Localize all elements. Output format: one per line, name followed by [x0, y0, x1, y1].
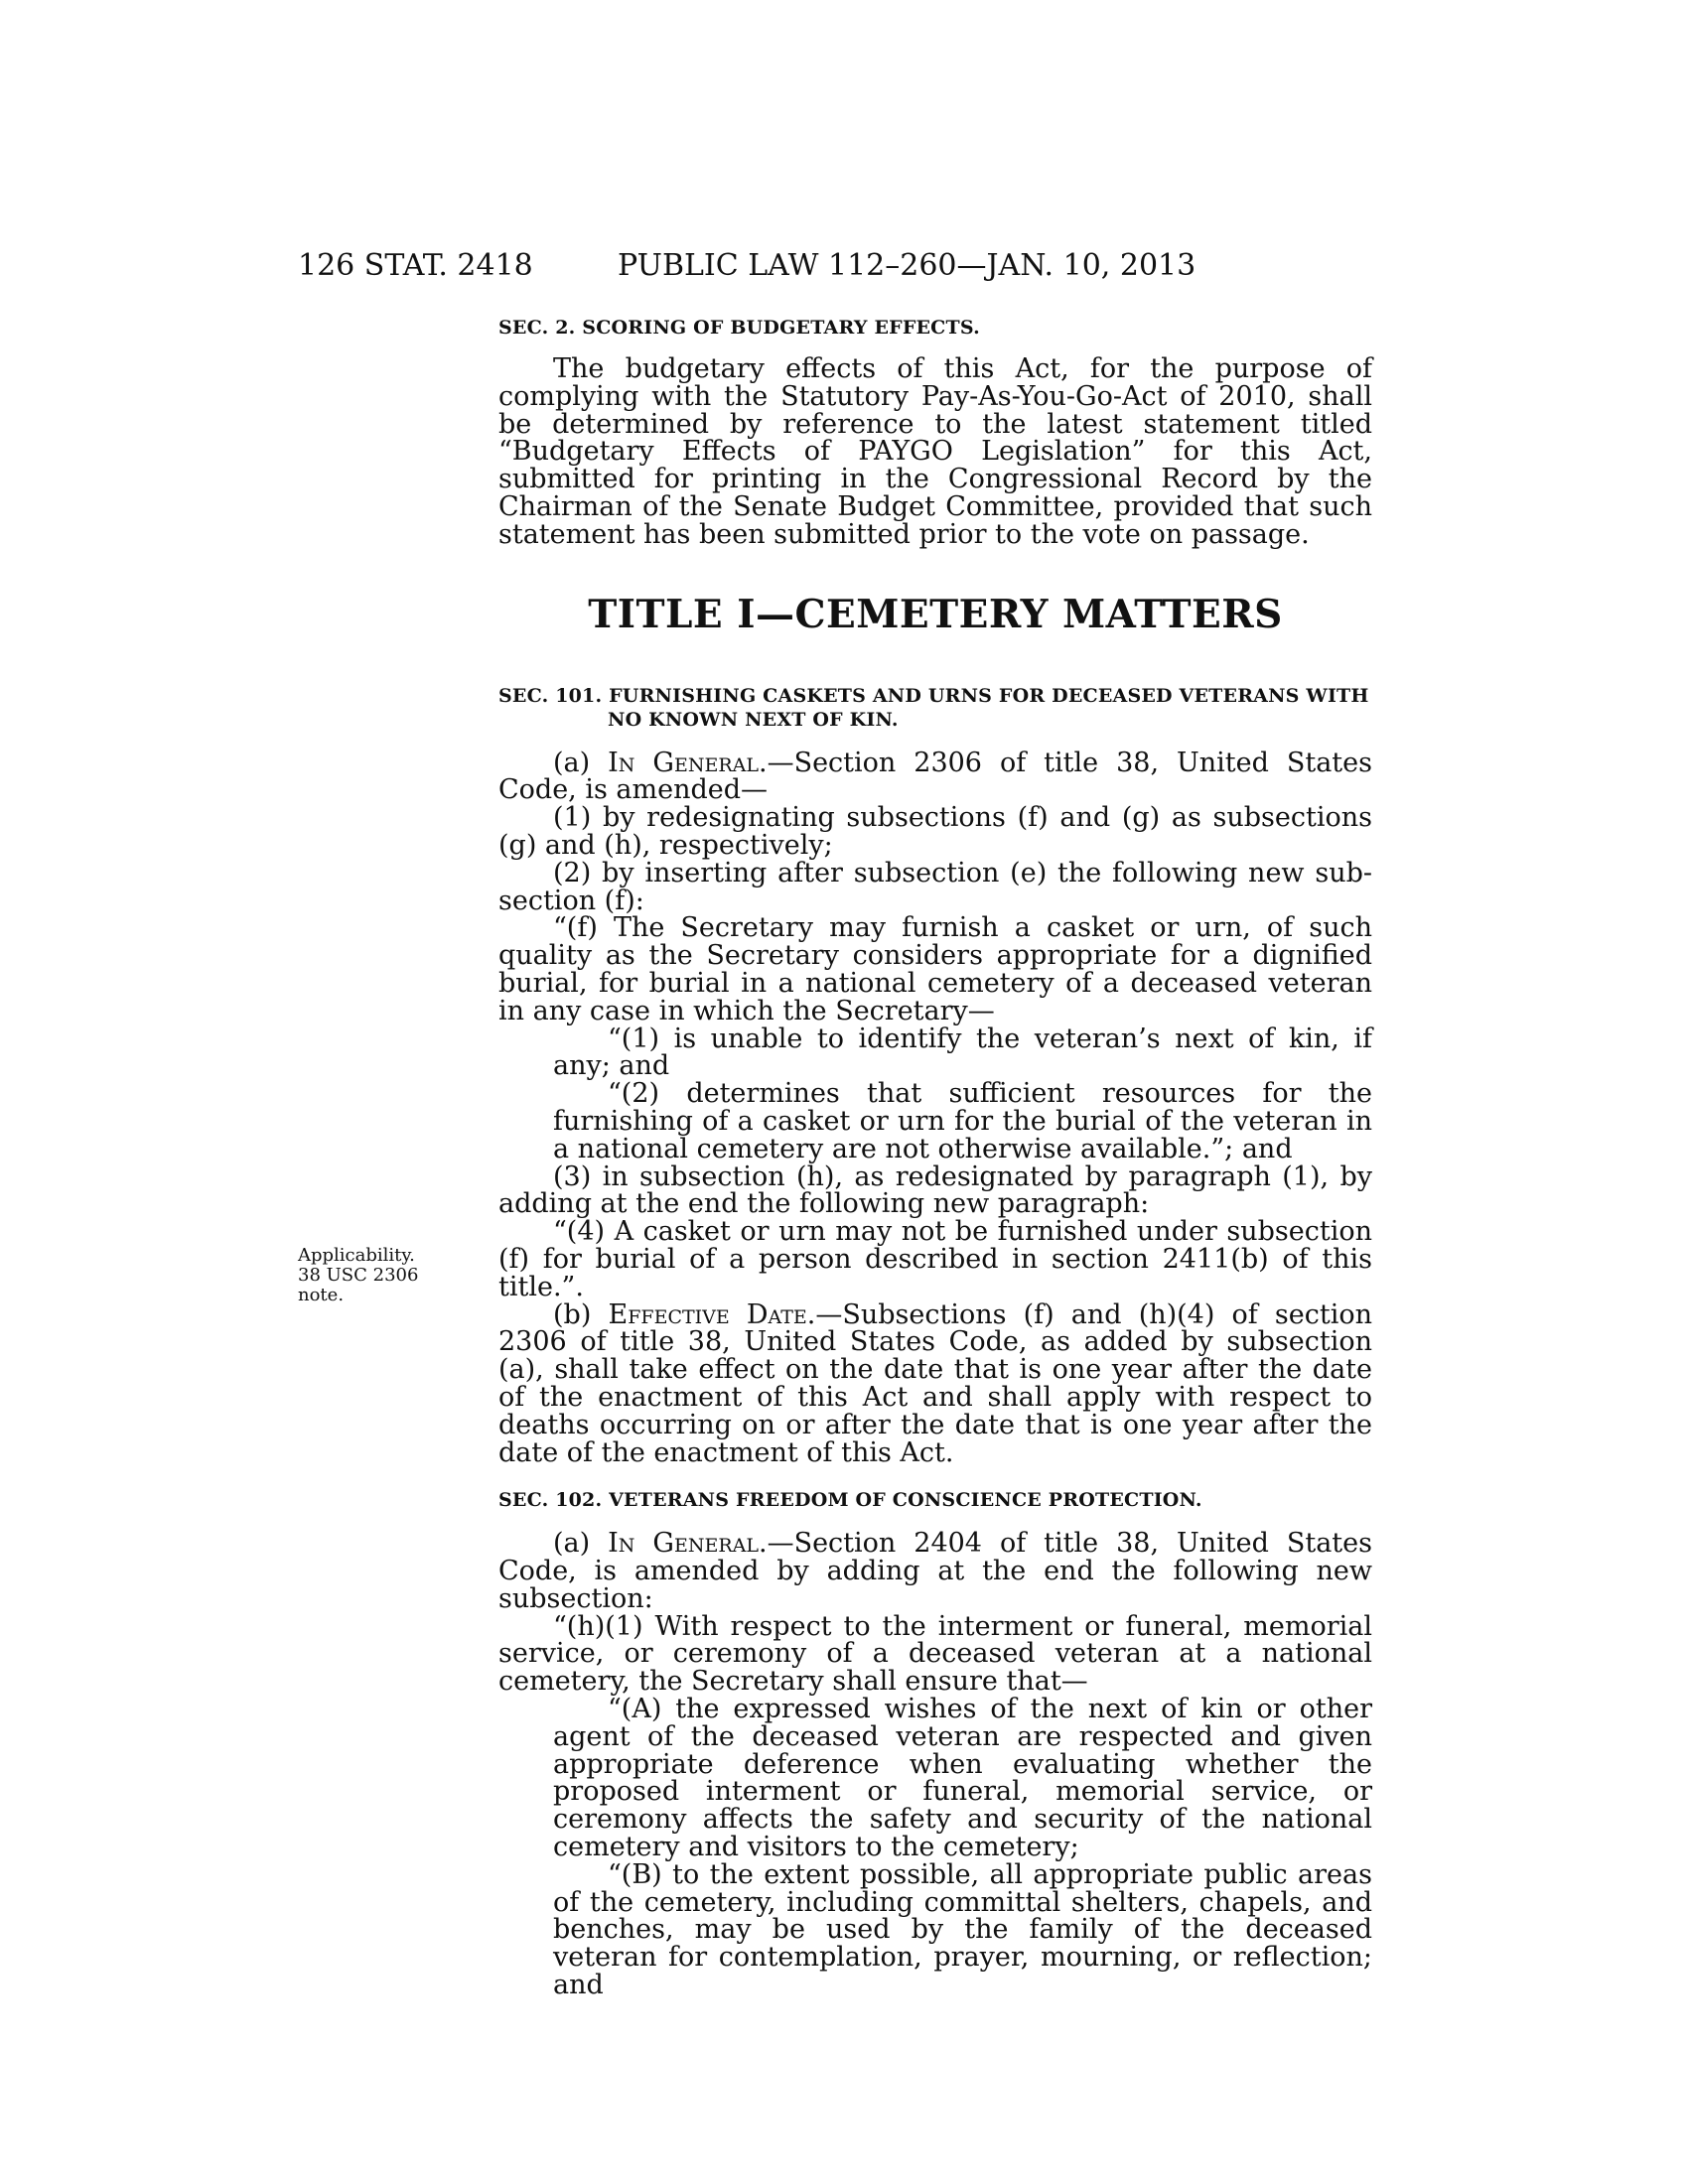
section-101-subsection-b: [498, 1298, 1372, 1468]
subsection-label: (a): [553, 747, 609, 778]
section-2-heading: SEC. 2. SCORING OF BUDGETARY EFFECTS.: [498, 317, 980, 339]
quoted-paragraph-4-text: “(4) A casket or urn may not be furnished under subsection (f) for burial of a person described in section 2411(b) of this title.”.: [498, 1216, 1372, 1302]
subsection-caption: In General: [608, 1528, 759, 1560]
subsection-text: .—Section 2404 of title 38, United States Code, is amended by adding at the end the following new subsection:: [498, 1528, 1372, 1614]
margin-note: [298, 1246, 427, 1305]
stat-page-number: 126 STAT. 2418: [298, 248, 533, 283]
quoted-clause-A: “(A) the expressed wishes of the next of kin or other agent of the deceased veteran are respected and given appropriate deference when evaluating whether the proposed interment or funeral, memorial service, or ceremony affects the safety and security of the national cemetery and visitors to the cemetery;: [553, 1694, 1372, 1863]
paragraph-2-text: (2) by inserting after subsection (e) the following new subsection (f):: [498, 857, 1372, 916]
title-heading: TITLE I—CEMETERY MATTERS: [588, 591, 1283, 637]
quoted-paragraph-4: [444, 1218, 1372, 1300]
quoted-clause-B: “(B) to the extent possible, all appropriate public areas of the cemetery, including committal shelters, chapels, and benches, may be used by the family of the deceased veteran for contemplation, prayer, mourning, or reflection; and: [553, 1858, 1372, 2001]
section-2-paragraph: The budgetary effects of this Act, for the purpose of complying with the Statutory Pay-As-You-Go-Act of 2010, shall be determined by reference to the latest statement titled “Budgetary Effects of PAYGO Legislation” for this Act, submitted for printing in the Congressional Record by the Chairman of the Senate Budget Committee, provided that such statement has been submitted prior to the vote on passage.: [498, 353, 1372, 550]
quoted-subsection-h1: “(h)(1) With respect to the interment or funeral, memorial service, or ceremony of a deceased veteran at a national cemetery, the Secretary shall ensure that—: [498, 1610, 1372, 1698]
quoted-f-clause-2: “(2) determines that sufficient resources for the furnishing of a casket or urn for the burial of the veteran in a national cemetery are not otherwise available.”; and: [553, 1078, 1372, 1164]
margin-note-line: note.: [298, 1285, 345, 1305]
paragraph-3-text: (3) in subsection (h), as redesignated by paragraph (1), by adding at the end the following new paragraph:: [498, 1160, 1372, 1220]
margin-note-line: Applicability.: [298, 1245, 415, 1266]
quoted-f-clause-1: “(1) is unable to identify the veteran’s next of kin, if any; and: [553, 1023, 1372, 1082]
paragraph-3: [444, 1160, 1372, 1220]
subsection-label: (a): [553, 1528, 609, 1560]
paragraph-1-text: (1) by redesignating subsections (f) and (g) as subsections (g) and (h), respectively;: [498, 802, 1372, 861]
quoted-subsection-f: “(f) The Secretary may furnish a casket or urn, of such quality as the Secretary considers appropriate for a dignified burial, for burial in a national cemetery of a deceased veteran in any case in which the Secretary—: [498, 912, 1372, 1026]
subsection-caption: In General: [608, 747, 759, 778]
subsection-text: .—Subsections (f) and (h)(4) of section 2306 of title 38, United States Code, as added by subsection (a), shall take effect on the date that is one year after the date of the enactment of this Act and shall apply with respect to deaths occurring on or after the date that is one year after the date of the enactment of this Act.: [498, 1298, 1372, 1468]
section-102-heading: SEC. 102. VETERANS FREEDOM OF CONSCIENCE PROTECTION.: [498, 1489, 1202, 1512]
subsection-text: .—Section 2306 of title 38, United States Code, is amended—: [498, 747, 1372, 806]
paragraph-2: [444, 857, 1372, 916]
section-101-heading: SEC. 101. FURNISHING CASKETS AND URNS FOR DECEASED VETERANS WITH NO KNOWN NEXT OF KIN.: [498, 684, 1369, 731]
section-101-subsection-a: [498, 747, 1372, 806]
subsection-caption: Effective Date: [608, 1298, 807, 1330]
margin-note-line: 38 USC 2306: [298, 1265, 419, 1286]
subsection-label: (b): [553, 1298, 609, 1330]
section-102-subsection-a: [498, 1530, 1372, 1612]
body-column: [498, 316, 1372, 1999]
public-law-line: PUBLIC LAW 112–260—JAN. 10, 2013: [618, 248, 1196, 283]
paragraph-1: [444, 804, 1372, 860]
